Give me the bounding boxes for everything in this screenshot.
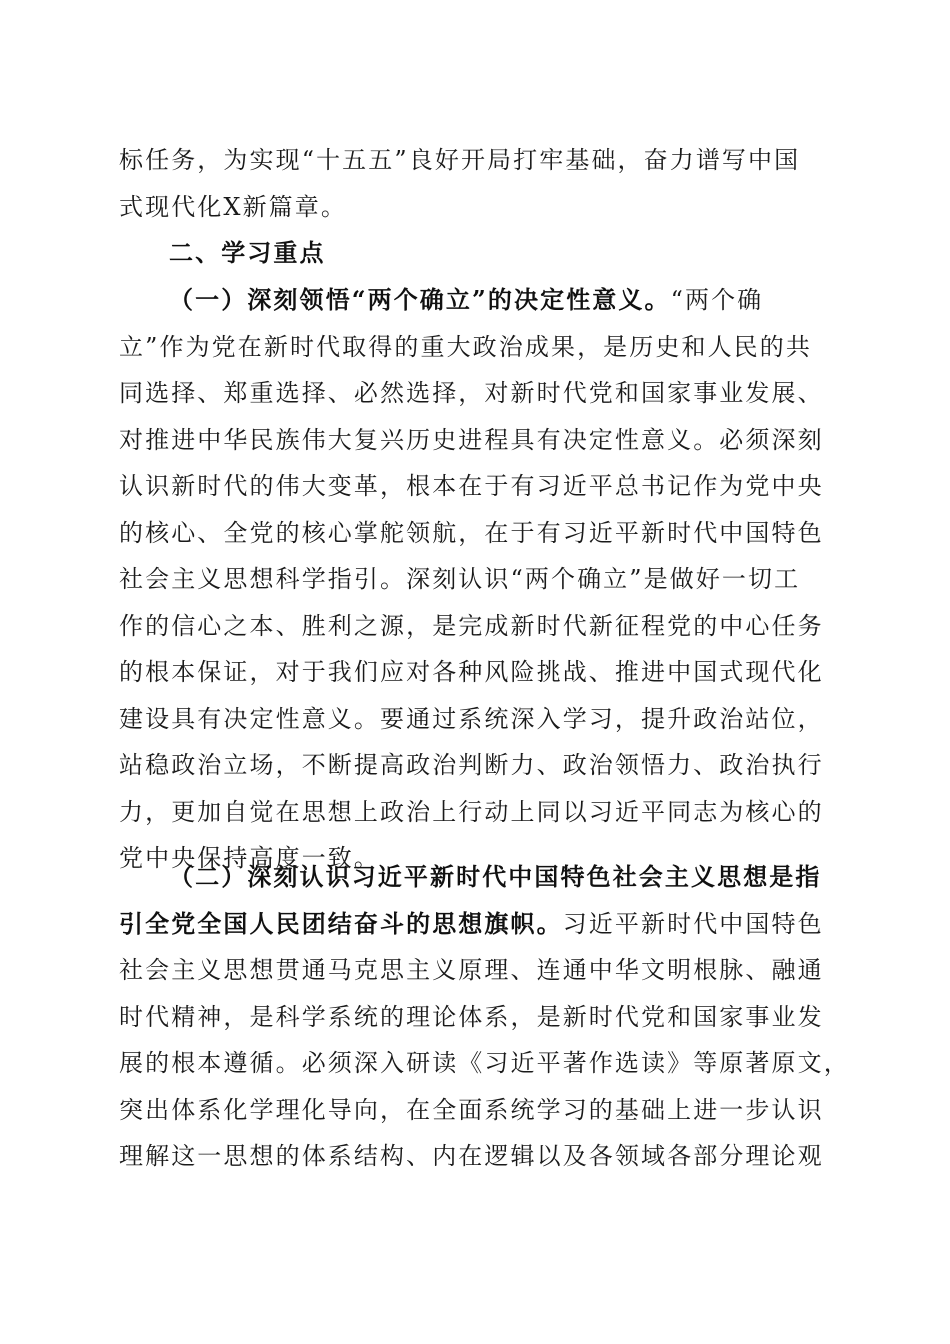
paragraph-2-heading-line-2: 引全党全国人民团结奋斗的思想旗帜。	[119, 908, 563, 938]
paragraph-2	[119, 854, 850, 1180]
paragraph-1-first-line	[119, 277, 835, 324]
text-line: 对推进中华民族伟大复兴历史进程具有决定性意义。必须深刻	[119, 425, 824, 454]
paragraph-2-second-line	[119, 901, 835, 948]
paragraph-2-heading-line-1: （二）深刻认识习近平新时代中国特色社会主义思想是指	[169, 862, 822, 891]
intro-paragraph-tail	[119, 137, 835, 230]
text-line: 建设具有决定性意义。要通过系统深入学习，提升政治站位，	[119, 704, 824, 733]
text-line: 标任务，为实现“十五五”良好开局打牢基础，奋力谱写中国	[119, 146, 801, 174]
text-line: 作的信心之本、胜利之源，是完成新时代新征程党的中心任务	[119, 611, 824, 640]
text-line: 式现代化X新篇章。	[119, 192, 347, 221]
text-line: 党中央保持高度一致。	[119, 844, 380, 872]
text-line: 社会主义思想科学指引。深刻认识“两个确立”是做好一切工	[119, 565, 801, 593]
text-line: 时代精神，是科学系统的理论体系，是新时代党和国家事业发	[119, 1002, 824, 1031]
text-line: 的核心、全党的核心掌舵领航，在于有习近平新时代中国特色	[119, 518, 824, 547]
paragraph-2-second-line-rest: 习近平新时代中国特色	[562, 909, 824, 938]
text-line: 的根本保证，对于我们应对各种风险挑战、推进中国式现代化	[119, 658, 824, 686]
text-line: 理解这一思想的体系结构、内在逻辑以及各领域各部分理论观	[119, 1142, 824, 1170]
section-heading	[119, 230, 835, 277]
paragraph-1	[119, 277, 835, 882]
text-line: 突出体系化学理化导向，在全面系统学习的基础上进一步认识	[119, 1095, 824, 1124]
section-heading-text: 二、学习重点	[169, 238, 326, 267]
paragraph-1-heading: （一）深刻领悟“两个确立”的决定性意义。	[169, 285, 671, 314]
text-line: 社会主义思想贯通马克思主义原理、连通中华文明根脉、融通	[119, 956, 824, 984]
text-line: 认识新时代的伟大变革，根本在于有习近平总书记作为党中央	[119, 472, 824, 500]
text-line: 立”作为党在新时代取得的重大政治成果，是历史和人民的共	[119, 332, 812, 361]
text-line: 同选择、郑重选择、必然选择，对新时代党和国家事业发展、	[119, 379, 824, 407]
text-line: 展的根本遵循。必须深入研读《习近平著作选读》等原著原文，	[119, 1049, 850, 1077]
text-line: 力，更加自觉在思想上政治上行动上同以习近平同志为核心的	[119, 797, 824, 826]
text-line: 站稳政治立场，不断提高政治判断力、政治领悟力、政治执行	[119, 751, 824, 779]
paragraph-1-first-line-rest: “两个确	[670, 286, 764, 314]
